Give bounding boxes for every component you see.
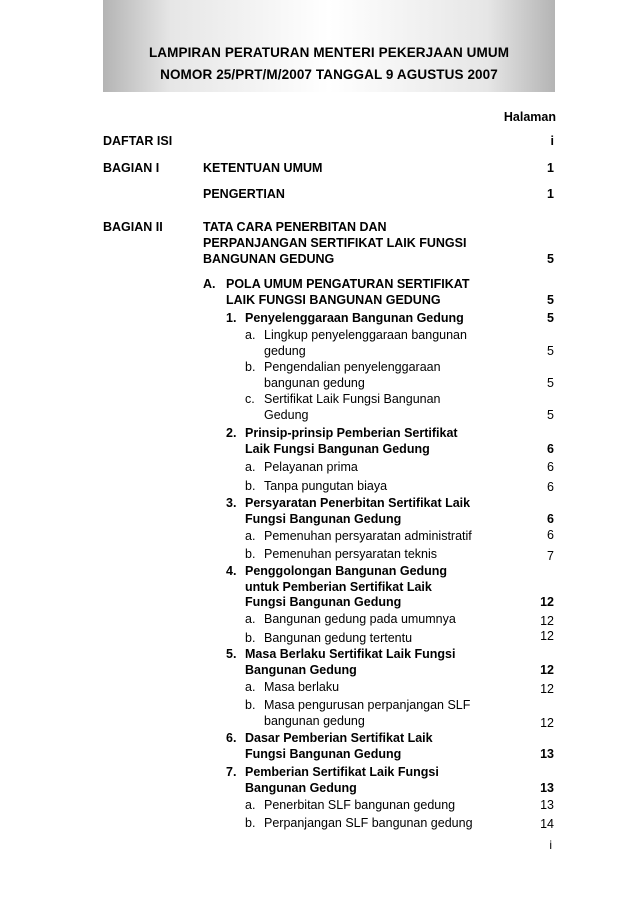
item-7-page: 13 [540, 781, 554, 795]
header-line-2: NOMOR 25/PRT/M/2007 TANGGAL 9 AGUSTUS 2007 [160, 67, 498, 82]
item-7-marker: 7. [226, 765, 237, 779]
item-3a-page: 6 [547, 528, 554, 542]
item-1-page: 5 [547, 311, 554, 325]
daftar-isi-page: i [550, 134, 554, 148]
item-7a-page: 13 [540, 798, 554, 812]
item-5b-l2: bangunan gedung [264, 714, 365, 728]
item-5b-marker: b. [245, 698, 256, 712]
item-4a-page: 12 [540, 614, 554, 628]
item-2-marker: 2. [226, 426, 237, 440]
item-5-l2: Bangunan Gedung [245, 663, 357, 677]
item-5b-l1: Masa pengurusan perpanjangan SLF [264, 698, 471, 712]
item-4-marker: 4. [226, 564, 237, 578]
item-7b-l1: Perpanjangan SLF bangunan gedung [264, 816, 473, 830]
item-1c-l1: Sertifikat Laik Fungsi Bangunan [264, 392, 441, 406]
item-1c-marker: c. [245, 392, 255, 406]
item-4-page: 12 [540, 595, 554, 609]
item-3-page: 6 [547, 512, 554, 526]
item-1-marker: 1. [226, 311, 237, 325]
item-2b-l1: Tanpa pungutan biaya [264, 479, 388, 493]
section-a-page: 5 [547, 293, 554, 307]
item-7a-l1: Penerbitan SLF bangunan gedung [264, 798, 456, 812]
item-3-l1: Persyaratan Penerbitan Sertifikat Laik [245, 496, 471, 510]
item-2a-marker: a. [245, 460, 256, 474]
item-2b-page: 6 [547, 480, 554, 494]
pengertian-title: PENGERTIAN [203, 187, 285, 201]
item-1a-marker: a. [245, 328, 256, 342]
item-3a-marker: a. [245, 529, 256, 543]
bagian2-title-l2: PERPANJANGAN SERTIFIKAT LAIK FUNGSI [203, 236, 467, 250]
section-a-marker: A. [203, 277, 216, 291]
item-1b-marker: b. [245, 360, 256, 374]
item-2b-marker: b. [245, 479, 256, 493]
section-a-l2: LAIK FUNGSI BANGUNAN GEDUNG [226, 293, 441, 307]
item-5a-l1: Masa berlaku [264, 680, 340, 694]
footer-page-number: i [549, 838, 552, 852]
item-1-l1: Penyelenggaraan Bangunan Gedung [245, 311, 464, 325]
item-5-marker: 5. [226, 647, 237, 661]
item-6-l1: Dasar Pemberian Sertifikat Laik [245, 731, 433, 745]
item-5b-page: 12 [540, 716, 554, 730]
item-4b-marker: b. [245, 631, 256, 645]
bagian2-title-l1: TATA CARA PENERBITAN DAN [203, 220, 387, 234]
header-banner [103, 0, 555, 92]
item-2-l2: Laik Fungsi Bangunan Gedung [245, 442, 430, 456]
bagian2-page: 5 [547, 252, 554, 266]
item-2-page: 6 [547, 442, 554, 456]
item-1c-page: 5 [547, 408, 554, 422]
item-1b-l2: bangunan gedung [264, 376, 365, 390]
item-7-l1: Pemberian Sertifikat Laik Fungsi [245, 765, 439, 779]
pengertian-page: 1 [547, 187, 554, 201]
item-1a-l2: gedung [264, 344, 306, 358]
item-5a-marker: a. [245, 680, 256, 694]
item-4a-l1: Bangunan gedung pada umumnya [264, 612, 456, 626]
item-4-l2: untuk Pemberian Sertifikat Laik [245, 580, 432, 594]
item-6-l2: Fungsi Bangunan Gedung [245, 747, 402, 761]
item-7-l2: Bangunan Gedung [245, 781, 357, 795]
bagian1-label: BAGIAN I [103, 161, 160, 175]
item-4b-page: 12 [540, 629, 554, 643]
item-3b-l1: Pemenuhan persyaratan teknis [264, 547, 438, 561]
item-3b-page: 7 [547, 549, 554, 563]
item-3b-marker: b. [245, 547, 256, 561]
item-7a-marker: a. [245, 798, 256, 812]
item-5-page: 12 [540, 663, 554, 677]
daftar-isi-label: DAFTAR ISI [103, 134, 173, 148]
item-7b-marker: b. [245, 816, 256, 830]
section-a-l1: POLA UMUM PENGATURAN SERTIFIKAT [226, 277, 470, 291]
bagian1-page: 1 [547, 161, 554, 175]
header-line-1: LAMPIRAN PERATURAN MENTERI PEKERJAAN UMUM [148, 45, 510, 60]
item-4-l3: Fungsi Bangunan Gedung [245, 595, 402, 609]
halaman-label: Halaman [503, 110, 556, 124]
item-2a-page: 6 [547, 460, 554, 474]
item-3-l2: Fungsi Bangunan Gedung [245, 512, 402, 526]
item-7b-page: 14 [540, 817, 554, 831]
item-4-l1: Penggolongan Bangunan Gedung [245, 564, 448, 578]
item-1b-l1: Pengendalian penyelenggaraan [264, 360, 441, 374]
item-5-l1: Masa Berlaku Sertifikat Laik Fungsi [245, 647, 456, 661]
item-3-marker: 3. [226, 496, 237, 510]
item-2-l1: Prinsip-prinsip Pemberian Sertifikat [245, 426, 458, 440]
item-1c-l2: Gedung [264, 408, 309, 422]
item-5a-page: 12 [540, 682, 554, 696]
item-1b-page: 5 [547, 376, 554, 390]
item-3a-l1: Pemenuhan persyaratan administratif [264, 529, 472, 543]
item-1a-l1: Lingkup penyelenggaraan bangunan [264, 328, 467, 342]
item-4b-l1: Bangunan gedung tertentu [264, 631, 413, 645]
item-2a-l1: Pelayanan prima [264, 460, 358, 474]
bagian1-title: KETENTUAN UMUM [203, 161, 323, 175]
item-6-marker: 6. [226, 731, 237, 745]
bagian2-title-l3: BANGUNAN GEDUNG [203, 252, 335, 266]
bagian2-label: BAGIAN II [103, 220, 163, 234]
item-1a-page: 5 [547, 344, 554, 358]
item-4a-marker: a. [245, 612, 256, 626]
item-6-page: 13 [540, 747, 554, 761]
